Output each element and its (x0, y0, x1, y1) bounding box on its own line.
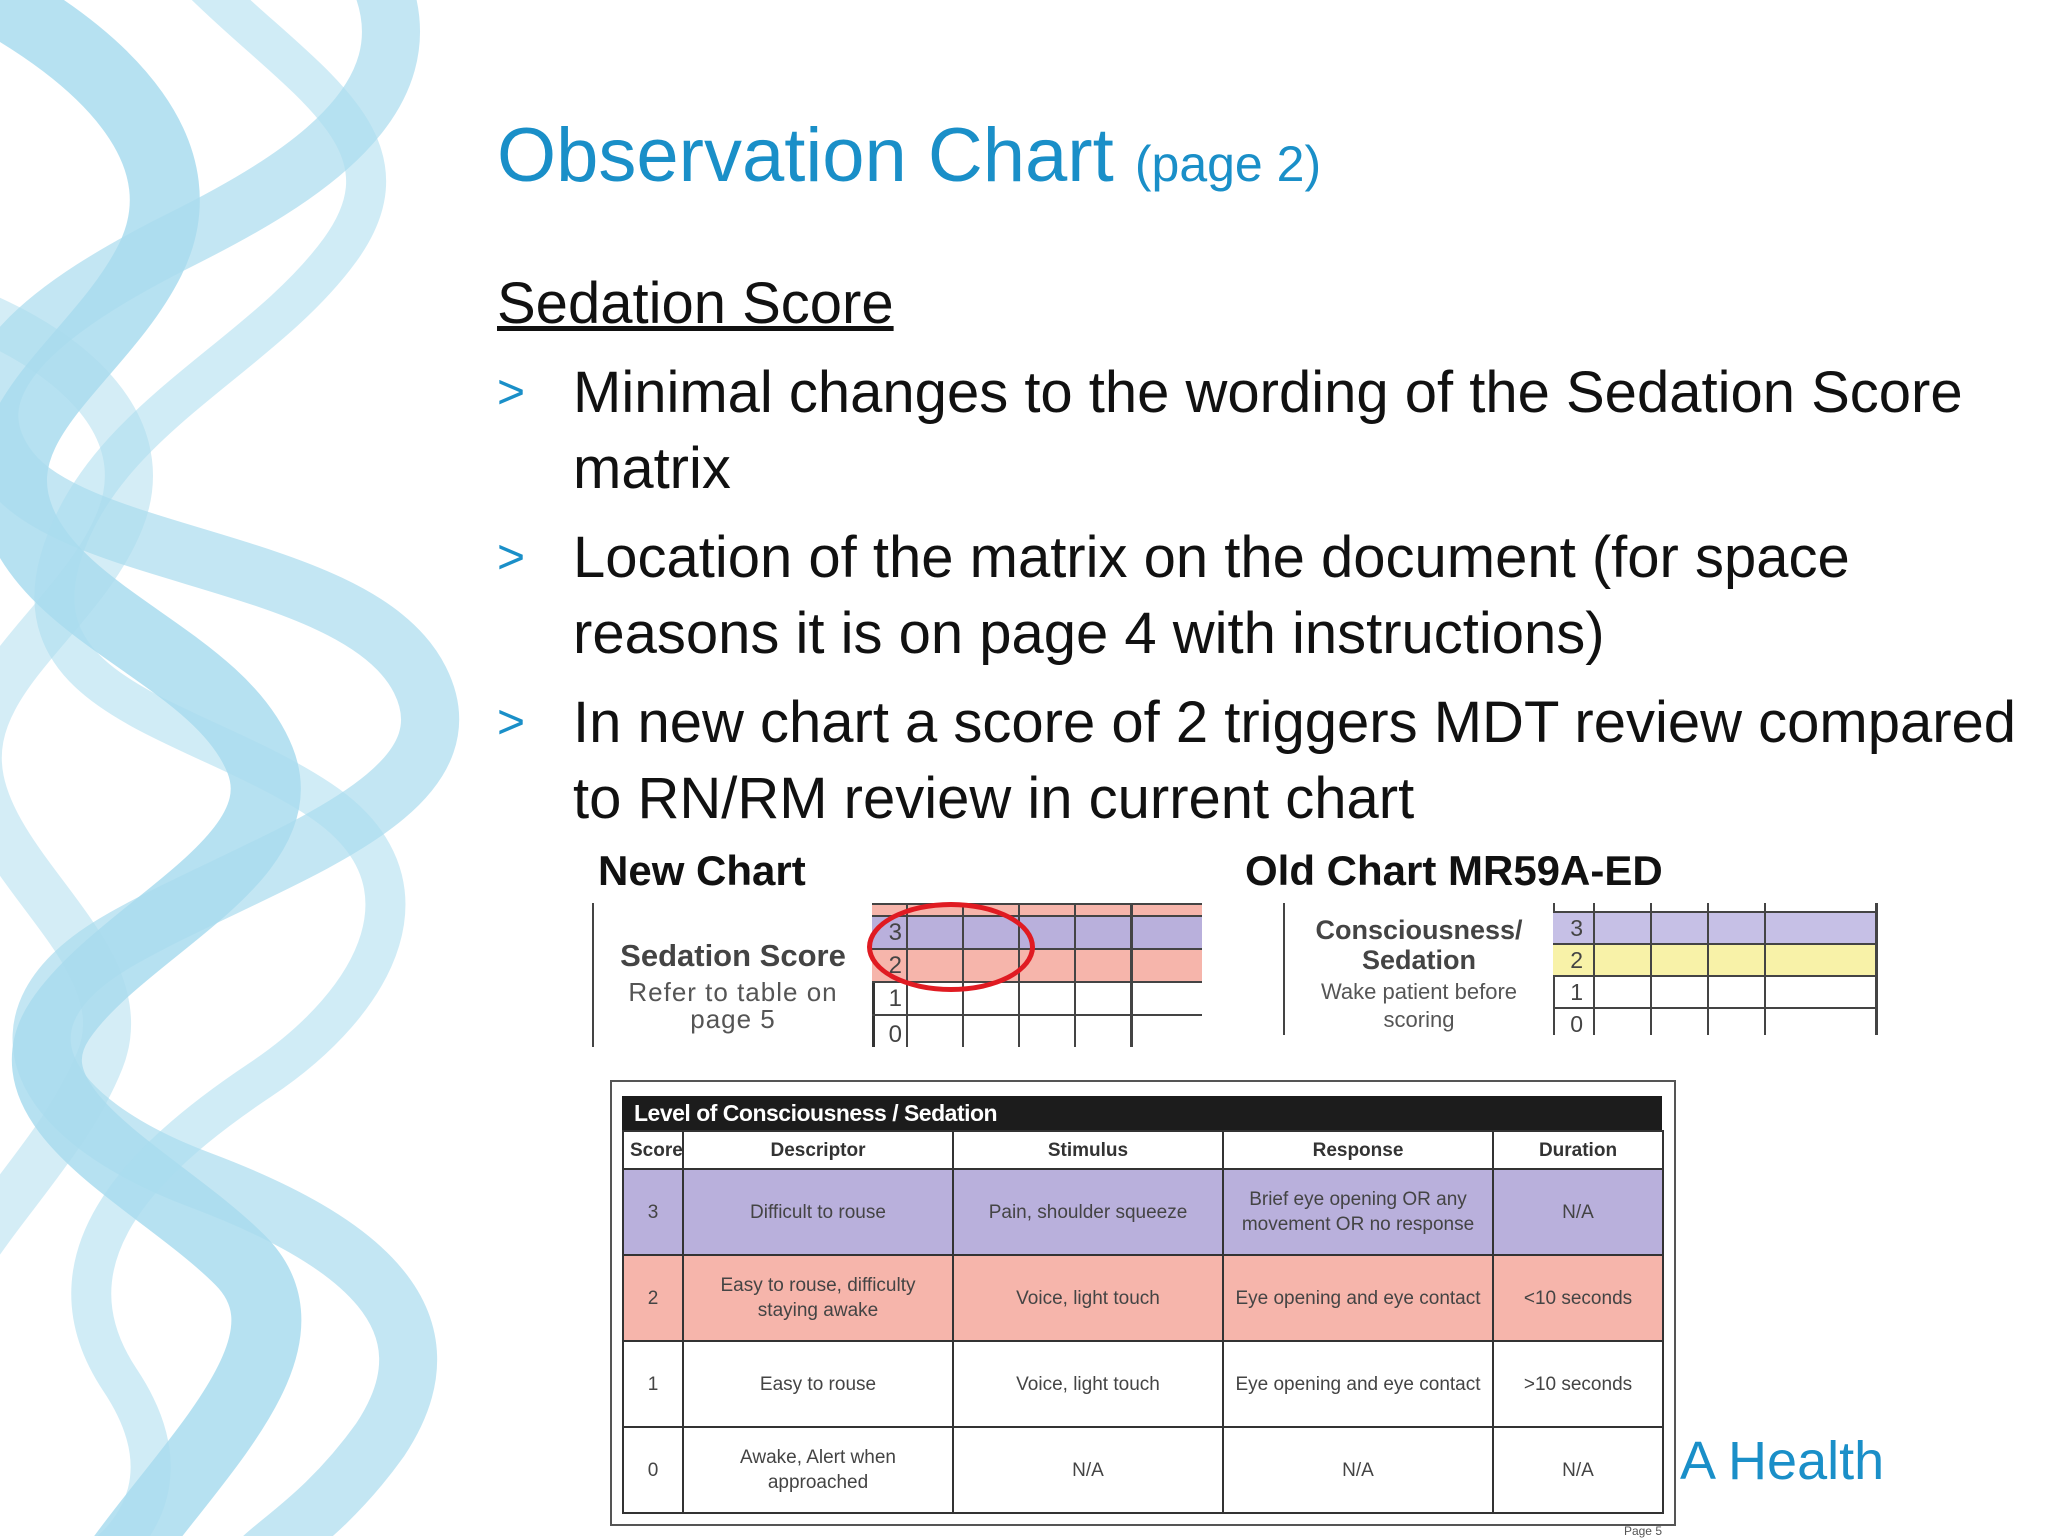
bullet-marker: > (497, 696, 526, 749)
table-heading: Level of Consciousness / Sedation (622, 1096, 1662, 1130)
score-label: 1 (1570, 979, 1583, 1005)
response-cell: N/A (1223, 1427, 1493, 1513)
old-chart-row-2 (1553, 943, 1878, 975)
table-header-row (623, 1131, 1663, 1169)
grid-line (1130, 903, 1133, 1047)
score-label: 3 (1570, 915, 1583, 941)
table-row (623, 1255, 1663, 1341)
stimulus-cell: Voice, light touch (953, 1255, 1223, 1341)
duration-cell: N/A (1493, 1427, 1663, 1513)
old-chart-excerpt (1283, 903, 1878, 1035)
new-chart-row-header (592, 903, 875, 1047)
bullet-text: In new chart a score of 2 triggers MDT review compared to RN/RM review in current chart (573, 690, 2017, 831)
table-row (623, 1427, 1663, 1513)
old-chart-label: Old Chart MR59A-ED (1245, 847, 1663, 894)
old-chart-row-1 (1553, 975, 1878, 1007)
stimulus-cell: Voice, light touch (953, 1341, 1223, 1427)
old-chart-row-3 (1553, 911, 1878, 943)
bullet-item (497, 685, 2027, 837)
score-cell: 0 (623, 1427, 683, 1513)
stimulus-cell: N/A (953, 1427, 1223, 1513)
score-label: 2 (1570, 947, 1583, 973)
descriptor-cell: Easy to rouse, difficulty staying awake (683, 1255, 953, 1341)
new-chart-label: New Chart (598, 847, 806, 894)
highlight-circle (867, 902, 1035, 992)
score-cell: 3 (623, 1169, 683, 1255)
grid-line (1593, 903, 1595, 1035)
helix-decoration (0, 0, 500, 1536)
score-cell: 2 (623, 1255, 683, 1341)
column-header: Stimulus (953, 1131, 1223, 1169)
title-main: Observation Chart (497, 113, 1114, 198)
duration-cell: >10 seconds (1493, 1341, 1663, 1427)
bullet-marker: > (497, 531, 526, 584)
bullet-item (497, 520, 2027, 672)
duration-cell: <10 seconds (1493, 1255, 1663, 1341)
brand-text: A Health (1680, 1431, 1885, 1491)
descriptor-cell: Easy to rouse (683, 1341, 953, 1427)
response-cell: Eye opening and eye contact (1223, 1255, 1493, 1341)
table-row (623, 1341, 1663, 1427)
descriptor-cell: Difficult to rouse (683, 1169, 953, 1255)
duration-cell: N/A (1493, 1169, 1663, 1255)
response-cell: Brief eye opening OR any movement OR no response (1223, 1169, 1493, 1255)
descriptor-cell: Awake, Alert when approached (683, 1427, 953, 1513)
grid-line (1707, 903, 1709, 1035)
old-chart-row-0 (1553, 1007, 1878, 1035)
score-label: 0 (888, 1021, 902, 1047)
score-cell: 1 (623, 1341, 683, 1427)
new-chart-row-title: Sedation Score (620, 938, 846, 973)
score-label: 2 (888, 952, 902, 979)
bullet-text: Minimal changes to the wording of the Sedation Score matrix (573, 360, 1963, 501)
bullet-list (497, 355, 2027, 850)
old-chart-row-note: Wake patient before scoring (1320, 979, 1518, 1032)
score-label: 0 (1570, 1011, 1583, 1035)
table-row (623, 1169, 1663, 1255)
new-chart-row-ref: Refer to table on page 5 (628, 977, 838, 1034)
score-label: 1 (888, 985, 902, 1012)
response-cell: Eye opening and eye contact (1223, 1341, 1493, 1427)
grid-line (1875, 903, 1878, 1035)
loc-table (622, 1130, 1664, 1514)
score-label: 3 (888, 919, 902, 946)
grid-line (1764, 903, 1766, 1035)
bullet-marker: > (497, 366, 526, 419)
grid-line (1650, 903, 1652, 1035)
column-header: Score (623, 1131, 683, 1169)
column-header: Duration (1493, 1131, 1663, 1169)
slide-title (497, 112, 1321, 199)
title-suffix: (page 2) (1134, 136, 1322, 192)
column-header: Response (1223, 1131, 1493, 1169)
new-chart-row-0 (872, 1014, 1202, 1047)
bullet-item (497, 355, 2027, 507)
sedation-reference-table (610, 1080, 1676, 1538)
old-chart-row-title: Consciousness/ Sedation (1315, 915, 1523, 975)
column-header: Descriptor (683, 1131, 953, 1169)
grid-line (1074, 903, 1076, 1047)
bullet-text: Location of the matrix on the document (for space reasons it is on page 4 with instructions) (573, 525, 1850, 666)
subheading: Sedation Score (497, 271, 894, 336)
stimulus-cell: Pain, shoulder squeeze (953, 1169, 1223, 1255)
old-chart-row-header (1283, 903, 1555, 1035)
page-footer: Page 5 (1623, 1524, 1662, 1538)
